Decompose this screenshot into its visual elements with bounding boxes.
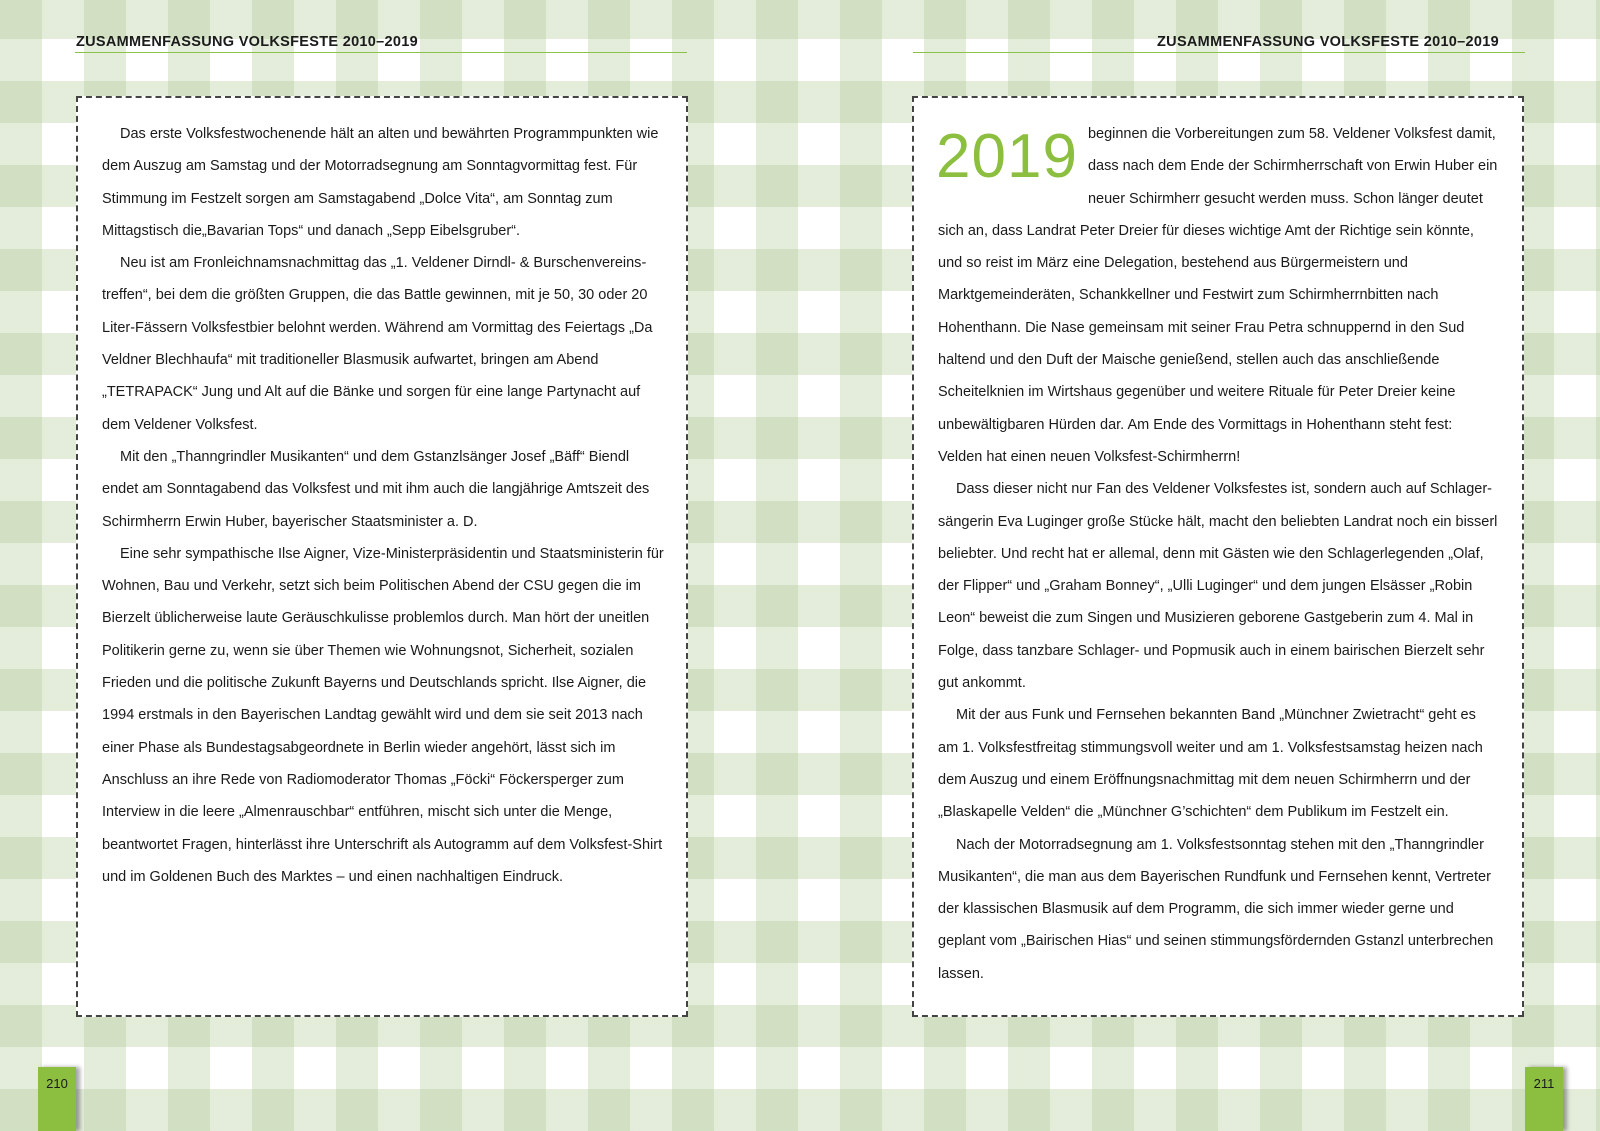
paragraph: Das erste Volksfestwochenende hält an alten und bewährten Programmpunkten wie dem Auszug am Samstag und der Motorradsegnung am Sonntagvormittag fest. Für Stimmung im Festzelt sorgen am Samstagabend „Dolce Vita“, am Sonntag zum Mittagstisch die„Bavarian Tops“ und danach „Sepp Eibelsgruber“.: [102, 126, 659, 239]
right-page: [800, 0, 1600, 1131]
paragraph: Neu ist am Fronleichnamsnachmittag das „1. Veldener Dirndl- & Burschenvereinstreffen“, bei dem die größten Gruppen, die das Battle gewinnen, mit je 50, 30 oder 20 Liter-Fässern Volksfestbier belohnt werden. Während am Vormittag des Feiertags „Da Veldner Blechhaufa“ mit traditioneller Blasmusik aufwartet, bringen am Abend „TETRAPACK“ Jung und Alt auf die Bänke und sorgen für eine lange Partynacht auf dem Veldener Volksfest.: [102, 255, 653, 433]
paragraph: Dass dieser nicht nur Fan des Veldener Volksfestes ist, sondern auch auf Schlagersängerin Eva Luginger große Stücke hält, macht den beliebten Landrat noch ein bisserl beliebter. Und recht hat er allemal, denn mit Gästen wie den Schlagerlegenden „Olaf, der Flipper“ und „Graham Bonney“, „Ulli Luginger“ und dem jungen Elsässer „Robin Leon“ beweist die zum Singen und Musizieren geborene Gastgeberin zum 4. Mal in Folge, dass tanzbare Schlager- und Popmusik auch in einem bairischen Bierzelt sehr gut ankommt.: [938, 481, 1498, 692]
page-number-left: 210: [38, 1067, 76, 1131]
text-frame-right: [912, 96, 1524, 1017]
year-drop-cap: 2019: [936, 122, 1078, 191]
page-number-right: 211: [1525, 1067, 1563, 1131]
body-text-left: [102, 118, 664, 893]
header-rule-right: [913, 52, 1525, 53]
running-head-left: ZUSAMMENFASSUNG VOLKSFESTE 2010–2019: [76, 34, 418, 50]
opening-paragraph: [938, 118, 1500, 473]
body-text-right: [938, 118, 1500, 990]
header-rule-left: [75, 52, 687, 53]
paragraph: Eine sehr sympathische Ilse Aigner, Vize-Ministerpräsidentin und Staatsministerin für Wohnen, Bau und Verkehr, setzt sich beim Politischen Abend der CSU gegen die im Bierzelt üblicherweise laute Geräuschkulisse problemlos durch. Man hört der uneitlen Politikerin gerne zu, wenn sie über Themen wie Wohnungsnot, Sicherheit, sozialen Frieden und die politische Zukunft Bayerns und Deutschlands spricht. Ilse Aigner, die 1994 erstmals in den Bayerischen Landtag gewählt wird und dem sie seit 2013 nach einer Phase als Bundestagsabgeordnete in Berlin wieder angehört, lässt sich im Anschluss an ihre Rede von Radiomoderator Thomas „Föcki“ Föckersperger zum Interview in die leere „Almenrauschbar“ entführen, mischt sich unter die Menge, beantwortet Fragen, hinterlässt ihre Unterschrift als Autogramm auf dem Volksfest-Shirt und im Goldenen Buch des Marktes – und einen nachhaltigen Eindruck.: [102, 545, 664, 885]
paragraph: Mit der aus Funk und Fernsehen bekannten Band „Münchner Zwietracht“ geht es am 1. Volksfestfreitag stimmungsvoll weiter und am 1. Volksfestsamstag heizen nach dem Auszug und einem Eröffnungsnachmittag mit dem neuen Schirmherrn und der „Blaskapelle Velden“ die „Münchner G’schichten“ dem Publikum im Festzelt ein.: [938, 707, 1483, 821]
paragraph: beginnen die Vorbereitungen zum 58. Veldener Volksfest damit, dass nach dem Ende der Schirmherrschaft von Erwin Huber ein neuer Schirmherr gesucht werden muss. Schon länger deutet sich an, dass Landrat Peter Dreier für dieses wichtige Amt der Richtige sein könnte, und so reist im März eine Delegation, bestehend aus Bürgermeistern und Marktgemeinderäten, Schankkellner und Festwirt zum Schirmherrnbitten nach Hohenthann. Die Nase gemeinsam mit seiner Frau Petra schnuppernd in den Sud haltend und den Duft der Maische genießend, stellen auch das anschließende Scheitelknien im Wirtshaus gegenüber und weitere Rituale für Peter Dreier keine unbewältigbaren Hürden dar. Am Ende des Vormittags in Hohenthann steht fest: Velden hat einen neuen Volksfest-Schirmherrn!: [938, 126, 1498, 465]
text-frame-left: [76, 96, 688, 1017]
paragraph: Mit den „Thanngrindler Musikanten“ und dem Gstanzlsänger Josef „Bäff“ Biendl endet am Sonntagabend das Volksfest und mit ihm auch die langjährige Amtszeit des Schirmherrn Erwin Huber, bayerischer Staatsminister a. D.: [102, 448, 650, 530]
running-head-right: ZUSAMMENFASSUNG VOLKSFESTE 2010–2019: [1157, 34, 1499, 50]
paragraph: Nach der Motorradsegnung am 1. Volksfestsonntag stehen mit den „Thanngrindler Musikanten“, die man aus dem Bayerischen Rundfunk und Fernsehen kennt, Vertreter der klassischen Blasmusik auf dem Programm, die sich immer wieder gerne und geplant vom „Bairischen Hias“ und seinen stimmungsfördernden Gstanzl unterbrechen lassen.: [938, 836, 1494, 982]
